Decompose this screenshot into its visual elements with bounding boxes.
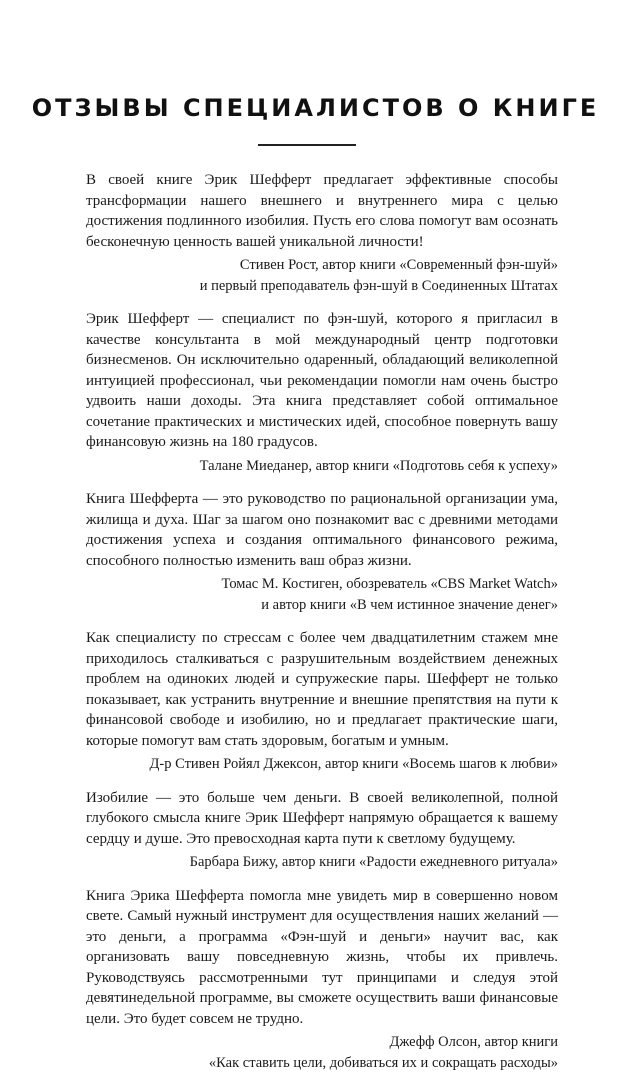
page-title: ОТЗЫВЫ СПЕЦИАЛИСТОВ О КНИГЕ: [31, 94, 600, 122]
review-text: Книга Эрика Шефферта помогла мне увидеть мир в совершенно новом свете. Самый нужный инструмент для осуществления наших желаний — это деньги, а программа «Фэн-шуй и деньги» научит вас, как организовать вашу повседневную жизнь, чтобы их привлечь. Руководствуясь рассмотренными тут принципами и следуя этой девятинедельной программе, вы сможете осуществить ваши финансовые цели. Это будет совсем не трудно.: [86, 887, 558, 1027]
review-1: [86, 170, 558, 296]
review-3: [86, 489, 558, 615]
review-attribution: [86, 574, 558, 615]
attribution-line: и автор книги «В чем истинное значение денег»: [261, 596, 558, 613]
review-attribution: [86, 1032, 558, 1073]
reviews-list: [86, 170, 558, 1086]
review-text: В своей книге Эрик Шефферт предлагает эффективные способы трансформации нашего внешнего и внутреннего мира с целью достижения подлинного изобилия. Пусть его слова помогут вам осознать бесконечную ценность вашей уникальной личности!: [86, 172, 558, 250]
review-5: [86, 788, 558, 873]
review-text: Изобилие — это больше чем деньги. В своей великолепной, полной глубокого смысла книге Эрик Шефферт напрямую обращается к вашему сердцу и душе. Это превосходная карта пути к светлому будущему.: [86, 789, 558, 847]
attribution-line: Стивен Рост, автор книги «Современный фэн-шуй»: [239, 257, 558, 273]
review-text: Как специалисту по стрессам с более чем двадцатилетним стажем мне приходилось сталкиваться с разрушительным воздействием денежных проблем на одиноких людей и супружеские пары. Шефферт не только показывает, как устранить внутренние и внешние препятствия на пути к финансовой свободе и изобилию, но и предлагает практические шаги, которые помогут вам стать здоровым, богатым и умным.: [86, 630, 558, 749]
review-attribution: [86, 754, 558, 775]
review-text: Эрик Шефферт — специалист по фэн-шуй, которого я пригласил в качестве консультанта в мой международный центр подготовки бизнесменов. Он исключительно одаренный, обладающий великолепной интуицией профессионал, чьи рекомендации помогли нам очень быстро удвоить наши доходы. Эта книга представляет собой оптимальное сочетание практических и мистических идей, способное повернуть вашу финансовую жизнь на 180 градусов.: [86, 311, 558, 450]
attribution-line: Томас М. Костиген, обозреватель «CBS Market Watch»: [221, 576, 558, 592]
review-text: Книга Шефферта — это руководство по рациональной организации ума, жилища и духа. Шаг за шагом оно познакомит вас с древними методами достижения успеха и создания оптимального финансового режима, способного полностью изменить ваш образ жизни.: [86, 491, 558, 569]
attribution-line: Д-р Стивен Ройял Джексон, автор книги «Восемь шагов к любви»: [149, 756, 558, 772]
review-attribution: [86, 255, 558, 296]
attribution-line: Джефф Олсон, автор книги: [389, 1034, 558, 1050]
title-divider: [258, 144, 356, 146]
attribution-line: Талане Миеданер, автор книги «Подготовь себя к успеху»: [199, 457, 558, 474]
attribution-line: и первый преподаватель фэн-шуй в Соединенных Штатах: [199, 277, 558, 294]
attribution-line: Барбара Бижу, автор книги «Радости ежедневного ритуала»: [189, 854, 558, 870]
attribution-line: «Как ставить цели, добиваться их и сокращать расходы»: [208, 1054, 558, 1071]
review-attribution: [86, 456, 558, 477]
review-attribution: [86, 852, 558, 873]
review-4: [86, 628, 558, 775]
review-6: [86, 886, 558, 1074]
review-2: [86, 309, 558, 476]
